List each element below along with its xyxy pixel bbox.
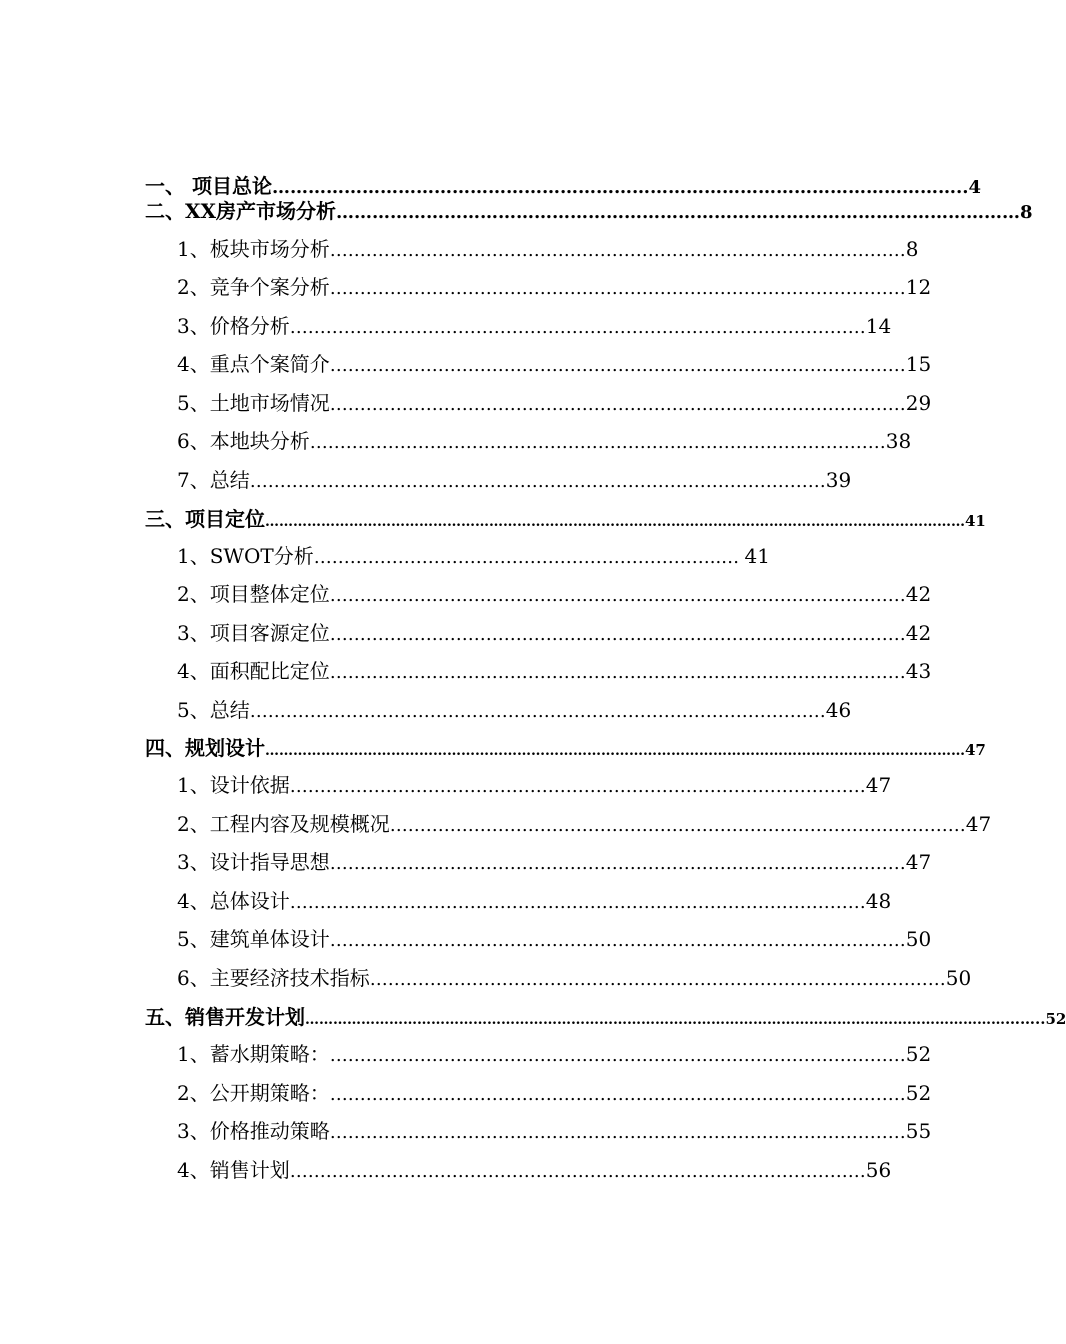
toc-entry-label: 5、土地市场情况 bbox=[177, 391, 330, 415]
toc-entry-section[interactable] bbox=[177, 580, 932, 608]
toc-page-number: 12 bbox=[905, 275, 932, 299]
toc-page-number: 14 bbox=[865, 314, 892, 338]
toc-entry-label: 三、项目定位 bbox=[145, 507, 265, 531]
toc-page-number: ..4 bbox=[955, 177, 982, 198]
toc-entry-section[interactable] bbox=[177, 657, 932, 685]
toc-entry-label: 4、总体设计 bbox=[177, 889, 290, 913]
toc-dot-leader: …………………………………………………………………………………………………………………………………… bbox=[305, 1012, 1005, 1028]
toc-entry-section[interactable] bbox=[177, 466, 852, 494]
toc-dot-leader: …………………………………………………………………………………… bbox=[389, 815, 966, 836]
toc-page-number: 42 bbox=[905, 582, 932, 606]
toc-entry-label: 1、SWOT分析 bbox=[177, 544, 314, 568]
toc-dot-leader: …………………………………………………………………………………… bbox=[329, 1122, 906, 1143]
toc-page-number: 42 bbox=[905, 621, 932, 645]
toc-dot-leader: …………………………………………………………………………………… bbox=[329, 1084, 906, 1105]
toc-entry-section[interactable] bbox=[177, 810, 992, 838]
toc-entry-section[interactable] bbox=[177, 619, 932, 647]
toc-entry-section[interactable] bbox=[177, 925, 932, 953]
toc-dot-leader: …………………………………………………………………………………… bbox=[289, 1161, 866, 1182]
toc-entry-chapter-2[interactable] bbox=[145, 198, 1033, 224]
toc-dot-leader: …………………………………………………………………………………… bbox=[329, 394, 906, 415]
toc-entry-label: 4、面积配比定位 bbox=[177, 659, 330, 683]
toc-entry-label: 6、本地块分析 bbox=[177, 429, 310, 453]
toc-entry-section[interactable] bbox=[177, 273, 932, 301]
toc-dot-leader: …………………………………………………………………………………………………… bbox=[336, 202, 1021, 223]
toc-dot-leader: …………………………………………………………………………………… bbox=[369, 969, 946, 990]
toc-dot-leader: …………………………………………………………………………………………………………………………………… bbox=[265, 743, 965, 759]
toc-page-number: ……..52 bbox=[1005, 1010, 1066, 1028]
toc-page-number: 38 bbox=[885, 429, 912, 453]
toc-dot-leader: …………………………………………………………………………………… bbox=[329, 853, 906, 874]
toc-page-number: 46 bbox=[825, 698, 852, 722]
toc-entry-label: 五、销售开发计划 bbox=[145, 1005, 305, 1029]
toc-page-number: 47 bbox=[865, 773, 892, 797]
toc-dot-leader: …………………………………………………………………………………… bbox=[329, 355, 906, 376]
toc-entry-chapter-5[interactable] bbox=[145, 1004, 1066, 1030]
toc-entry-section[interactable] bbox=[177, 1156, 892, 1184]
toc-page-number: 47 bbox=[965, 812, 992, 836]
toc-dot-leader: …………………………………………………………..… bbox=[313, 547, 740, 568]
toc-page-number: 50 bbox=[905, 927, 932, 951]
toc-page-number: 39 bbox=[825, 468, 852, 492]
toc-entry-label: 2、项目整体定位 bbox=[177, 582, 330, 606]
toc-page-number: 48 bbox=[865, 889, 892, 913]
toc-entry-section[interactable] bbox=[177, 389, 932, 417]
toc-page-number: 29 bbox=[905, 391, 932, 415]
toc-entry-section[interactable] bbox=[177, 350, 932, 378]
toc-entry-label: 四、规划设计 bbox=[145, 736, 265, 760]
toc-dot-leader: …………………………………………………………………………………………………… bbox=[271, 177, 956, 198]
toc-entry-section[interactable] bbox=[177, 235, 919, 263]
toc-entry-label: 3、设计指导思想 bbox=[177, 850, 330, 874]
toc-dot-leader: …………………………………………………………………………………… bbox=[329, 1045, 906, 1066]
toc-dot-leader: …………………………………………………………………………………… bbox=[289, 317, 866, 338]
toc-entry-label: 2、竞争个案分析 bbox=[177, 275, 330, 299]
toc-page-number: 55 bbox=[905, 1119, 932, 1143]
toc-entry-label: 4、销售计划 bbox=[177, 1158, 290, 1182]
toc-dot-leader: …………………………………………………………………………………… bbox=[329, 662, 906, 683]
toc-entry-section[interactable] bbox=[177, 848, 932, 876]
toc-entry-chapter-3[interactable] bbox=[145, 506, 986, 532]
toc-entry-label: 1、蓄水期策略： bbox=[177, 1042, 330, 1066]
toc-dot-leader: …………………………………………………………………………………………………………………………………… bbox=[265, 514, 965, 530]
toc-entry-section[interactable] bbox=[177, 696, 852, 724]
toc-page-number: 56 bbox=[865, 1158, 892, 1182]
toc-page-number: 52 bbox=[905, 1081, 932, 1105]
toc-dot-leader: …………………………………………………………………………………… bbox=[329, 240, 906, 261]
toc-page-number: 8 bbox=[905, 237, 919, 261]
toc-entry-chapter-4[interactable] bbox=[145, 735, 986, 761]
toc-page-number: 43 bbox=[905, 659, 932, 683]
toc-dot-leader: …………………………………………………………………………………… bbox=[329, 585, 906, 606]
toc-entry-label: 6、主要经济技术指标 bbox=[177, 966, 370, 990]
toc-dot-leader: …………………………………………………………………………………… bbox=[309, 432, 886, 453]
toc-entry-label: 3、价格分析 bbox=[177, 314, 290, 338]
toc-entry-section[interactable] bbox=[177, 771, 892, 799]
toc-entry-label: 3、项目客源定位 bbox=[177, 621, 330, 645]
toc-entry-label: 一、 项目总论 bbox=[145, 174, 272, 198]
toc-dot-leader: …………………………………………………………………………………… bbox=[329, 624, 906, 645]
toc-entry-section[interactable] bbox=[177, 1079, 932, 1107]
toc-entry-section[interactable] bbox=[177, 542, 770, 570]
toc-dot-leader: …………………………………………………………………………………… bbox=[289, 892, 866, 913]
toc-entry-label: 1、板块市场分析 bbox=[177, 237, 330, 261]
toc-entry-section[interactable] bbox=[177, 1117, 932, 1145]
toc-dot-leader: …………………………………………………………………………………… bbox=[249, 471, 826, 492]
toc-entry-section[interactable] bbox=[177, 312, 892, 340]
toc-page-number: 50 bbox=[945, 966, 972, 990]
toc-page-number: 52 bbox=[905, 1042, 932, 1066]
toc-dot-leader: …………………………………………………………………………………… bbox=[329, 278, 906, 299]
toc-entry-label: 5、总结 bbox=[177, 698, 250, 722]
toc-entry-chapter-1[interactable] bbox=[145, 173, 982, 199]
toc-entry-label: 1、设计依据 bbox=[177, 773, 290, 797]
toc-entry-section[interactable] bbox=[177, 427, 912, 455]
toc-entry-label: 7、总结 bbox=[177, 468, 250, 492]
toc-entry-section[interactable] bbox=[177, 964, 972, 992]
toc-entry-section[interactable] bbox=[177, 887, 892, 915]
toc-dot-leader: …………………………………………………………………………………… bbox=[329, 930, 906, 951]
toc-dot-leader: …………………………………………………………………………………… bbox=[289, 776, 866, 797]
toc-page-number: 41 bbox=[965, 512, 986, 530]
toc-page-number: 41 bbox=[744, 544, 770, 568]
toc-entry-section[interactable] bbox=[177, 1040, 932, 1068]
toc-entry-label: 4、重点个案简介 bbox=[177, 352, 330, 376]
toc-entry-label: 二、XX房产市场分析 bbox=[145, 199, 337, 223]
toc-entry-label: 3、价格推动策略 bbox=[177, 1119, 330, 1143]
toc-entry-label: 5、建筑单体设计 bbox=[177, 927, 330, 951]
toc-page-number: 47 bbox=[965, 741, 986, 759]
toc-page-number: 47 bbox=[905, 850, 932, 874]
toc-entry-label: 2、工程内容及规模概况 bbox=[177, 812, 390, 836]
toc-entry-label: 2、公开期策略： bbox=[177, 1081, 330, 1105]
toc-page-number: 8 bbox=[1020, 202, 1033, 223]
toc-dot-leader: …………………………………………………………………………………… bbox=[249, 701, 826, 722]
toc-page-number: 15 bbox=[905, 352, 932, 376]
